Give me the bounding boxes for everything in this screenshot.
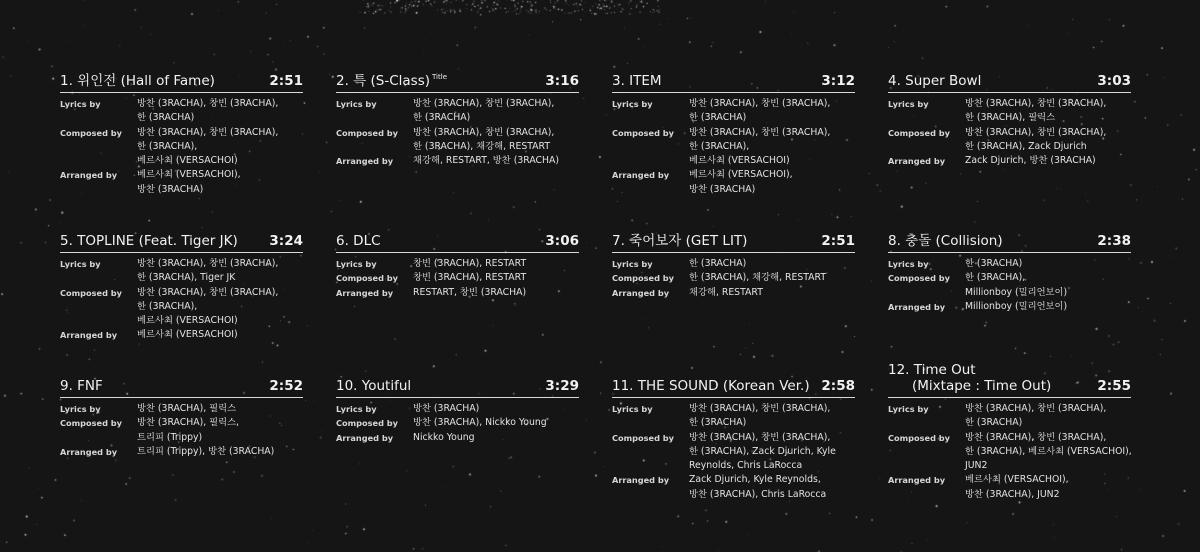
track-header xyxy=(612,375,855,398)
composer-credit-label: Composed by xyxy=(888,127,950,138)
arranger-credit-row xyxy=(888,300,1131,314)
lyrics-credit-names xyxy=(137,402,303,416)
track-header xyxy=(60,70,303,93)
composer-credit-label: Composed by xyxy=(60,287,122,298)
track-title-subline: (Mixtape : Time Out) xyxy=(912,378,1052,394)
composer-credit-names xyxy=(689,431,855,474)
track-credits xyxy=(336,257,579,300)
lyrics-credit-row xyxy=(60,257,303,286)
track-header xyxy=(336,230,579,253)
track-title xyxy=(336,69,447,89)
credit-line: 채강해, RESTART, 방찬 (3RACHA) xyxy=(413,155,559,167)
lyrics-credit-label: Lyrics by xyxy=(888,259,929,269)
credit-line: 한 (3RACHA), xyxy=(689,140,750,152)
credit-line: 베르사최 (VERSACHOI) xyxy=(137,329,238,341)
composer-credit-label: Composed by xyxy=(60,127,122,138)
track-header xyxy=(612,70,855,93)
credit-line: 방찬 (3RACHA), 창빈 (3RACHA), xyxy=(137,286,279,298)
composer-credit-label: Composed by xyxy=(336,273,398,284)
lyrics-credit-label: Lyrics by xyxy=(888,404,929,414)
composer-credit-label: Composed by xyxy=(612,432,674,443)
composer-credit-names xyxy=(137,416,303,445)
lyrics-credit-row xyxy=(60,97,303,126)
arranger-credit-label: Arranged by xyxy=(336,287,394,298)
credit-line: 베르사최 (VERSACHOI) xyxy=(137,155,238,167)
track-duration: 3:29 xyxy=(545,378,579,394)
track-duration: 2:55 xyxy=(1097,378,1131,394)
title-track-mark: Title xyxy=(432,73,448,81)
track-header xyxy=(888,70,1131,93)
credit-line: 베르사최 (VERSACHOI) xyxy=(137,315,238,327)
track-title-text: 6. DLC xyxy=(336,233,381,249)
arranger-credit-names xyxy=(137,445,303,459)
credit-line: 베르사최 (VERSACHOI), xyxy=(689,169,793,181)
credit-line: 방찬 (3RACHA), 창빈 (3RACHA), xyxy=(137,258,279,269)
credit-line: 한 (3RACHA) xyxy=(137,112,195,124)
arranger-credit-row xyxy=(888,154,1131,168)
track-credits xyxy=(888,97,1131,168)
lyrics-credit-label: Lyrics by xyxy=(60,404,101,414)
arranger-credit-names xyxy=(137,168,303,197)
composer-credit-row xyxy=(888,431,1131,474)
credit-line: Millionboy (밀리언보이) xyxy=(965,286,1068,298)
arranger-credit-label: Arranged by xyxy=(60,170,118,181)
arranger-credit-row xyxy=(336,154,579,168)
arranger-credit-label: Arranged by xyxy=(612,170,670,181)
composer-credit-names xyxy=(137,286,303,329)
track-header xyxy=(888,230,1131,253)
arranger-credit-names xyxy=(137,328,303,342)
credit-line: 방찬 (3RACHA), 창빈 (3RACHA), xyxy=(137,98,279,109)
credit-line: 방찬 (3RACHA), 창빈 (3RACHA), xyxy=(413,98,555,109)
composer-credit-names xyxy=(965,126,1131,155)
lyrics-credit-label: Lyrics by xyxy=(336,404,377,414)
lyrics-credit-names xyxy=(689,257,855,271)
track-credits xyxy=(336,402,579,445)
credit-line: Zack Djurich, 방찬 (3RACHA) xyxy=(965,155,1096,167)
credit-line: 방찬 (3RACHA), JUN2 xyxy=(965,488,1060,500)
credit-line: 한 (3RACHA), Zack Djurich, Kyle xyxy=(689,445,836,457)
credit-line: 한 (3RACHA), xyxy=(137,140,198,152)
lyrics-credit-names xyxy=(965,402,1131,431)
composer-credit-row xyxy=(888,271,1131,300)
credit-line: 방찬 (3RACHA) xyxy=(137,183,204,195)
arranger-credit-names xyxy=(413,431,579,445)
track-title xyxy=(60,73,215,89)
lyrics-credit-names xyxy=(965,257,1131,271)
track-title-text: 9. FNF xyxy=(60,378,103,394)
composer-credit-names xyxy=(413,271,579,285)
lyrics-credit-label: Lyrics by xyxy=(612,259,653,269)
track-block xyxy=(888,70,1131,168)
arranger-credit-names xyxy=(413,154,579,168)
track-title xyxy=(888,233,1003,249)
track-credits xyxy=(612,257,855,300)
arranger-credit-names xyxy=(689,168,855,197)
track-header xyxy=(60,230,303,253)
arranger-credit-row xyxy=(888,473,1131,502)
credit-line: 한 (3RACHA), 베르사최 (VERSACHOI), xyxy=(965,445,1132,457)
credit-line: Zack Djurich, Kyle Reynolds, xyxy=(689,474,821,486)
composer-credit-names xyxy=(413,416,579,430)
credit-line: 한 (3RACHA), Tiger JK xyxy=(137,272,236,284)
track-block xyxy=(612,375,855,502)
composer-credit-row xyxy=(60,126,303,169)
track-block xyxy=(612,230,855,300)
composer-credit-label: Composed by xyxy=(888,432,950,443)
arranger-credit-row xyxy=(336,431,579,445)
track-duration: 3:03 xyxy=(1097,73,1131,89)
composer-credit-row xyxy=(336,416,579,430)
track-duration: 2:51 xyxy=(269,73,303,89)
track-header xyxy=(336,375,579,398)
credit-line: 방찬 (3RACHA), 창빈 (3RACHA), xyxy=(689,403,831,414)
arranger-credit-label: Arranged by xyxy=(60,446,118,457)
lyrics-credit-names xyxy=(137,257,303,286)
credit-line: Nickko Young xyxy=(413,431,475,443)
track-title-text: 4. Super Bowl xyxy=(888,73,982,89)
lyrics-credit-row xyxy=(888,97,1131,126)
composer-credit-row xyxy=(336,126,579,155)
track-duration: 3:06 xyxy=(545,233,579,249)
arranger-credit-label: Arranged by xyxy=(612,287,670,298)
track-title-text: 7. 죽어보자 (GET LIT) xyxy=(612,233,748,249)
credit-line: RESTART, 창빈 (3RACHA) xyxy=(413,286,527,298)
credit-line: 방찬 (3RACHA), 창빈 (3RACHA), xyxy=(965,431,1107,443)
credit-line: 방찬 (3RACHA), 창빈 (3RACHA), xyxy=(689,431,831,443)
track-credits xyxy=(60,402,303,459)
composer-credit-row xyxy=(60,286,303,329)
track-credits xyxy=(888,402,1131,502)
credit-line: JUN2 xyxy=(965,460,988,472)
track-title-text: 8. 충돌 (Collision) xyxy=(888,233,1003,249)
credit-line: 방찬 (3RACHA), 창빈 (3RACHA), xyxy=(965,403,1107,414)
lyrics-credit-row xyxy=(888,402,1131,431)
arranger-credit-names xyxy=(689,473,855,502)
arranger-credit-label: Arranged by xyxy=(888,301,946,312)
credit-line: 한 (3RACHA), 필릭스 xyxy=(965,112,1056,124)
track-block xyxy=(888,359,1131,502)
track-title-text: 5. TOPLINE (Feat. Tiger JK) xyxy=(60,233,238,249)
composer-credit-label: Composed by xyxy=(888,273,950,284)
credit-line: 한 (3RACHA) xyxy=(965,258,1023,269)
track-header xyxy=(888,359,1131,398)
credit-line: 베르사최 (VERSACHOI), xyxy=(965,474,1069,486)
credit-line: 방찬 (3RACHA), 창빈 (3RACHA), xyxy=(137,126,279,138)
track-credits xyxy=(60,97,303,197)
lyrics-credit-label: Lyrics by xyxy=(612,404,653,414)
lyrics-credit-row xyxy=(612,97,855,126)
arranger-credit-row xyxy=(60,168,303,197)
track-credits xyxy=(336,97,579,168)
arranger-credit-row xyxy=(336,286,579,300)
lyrics-credit-names xyxy=(413,97,579,126)
arranger-credit-names xyxy=(413,286,579,300)
track-credits xyxy=(60,257,303,343)
credit-line: 한 (3RACHA), Zack Djurich xyxy=(965,140,1087,152)
track-credits xyxy=(612,402,855,502)
arranger-credit-label: Arranged by xyxy=(336,432,394,443)
composer-credit-label: Composed by xyxy=(336,418,398,429)
track-title xyxy=(336,378,411,394)
track-title-text: 10. Youtiful xyxy=(336,378,412,394)
track-block xyxy=(888,230,1131,314)
lyrics-credit-row xyxy=(336,257,579,271)
composer-credit-row xyxy=(612,431,855,474)
track-header xyxy=(336,70,579,93)
track-title-text: 11. THE SOUND (Korean Ver.) xyxy=(612,378,810,394)
lyrics-credit-names xyxy=(689,97,855,126)
track-title-text: 12. Time Out xyxy=(888,362,976,378)
arranger-credit-names xyxy=(689,286,855,300)
composer-credit-names xyxy=(965,431,1132,474)
credit-line: 한 (3RACHA) xyxy=(413,112,471,124)
arranger-credit-names xyxy=(965,300,1131,314)
composer-credit-names xyxy=(965,271,1131,300)
arranger-credit-label: Arranged by xyxy=(888,156,946,167)
credit-line: 방찬 (3RACHA), Nickko Young xyxy=(413,417,547,429)
composer-credit-names xyxy=(689,126,855,169)
lyrics-credit-row xyxy=(612,402,855,431)
track-duration: 2:52 xyxy=(269,378,303,394)
credit-line: 트리피 (Trippy), 방찬 (3RACHA) xyxy=(137,445,275,457)
track-duration: 3:16 xyxy=(545,73,579,89)
lyrics-credit-row xyxy=(336,97,579,126)
credit-line: 한 (3RACHA), 채강해, RESTART xyxy=(689,272,827,284)
composer-credit-row xyxy=(612,271,855,285)
lyrics-credit-label: Lyrics by xyxy=(336,99,377,109)
track-title-text: 1. 위인전 (Hall of Fame) xyxy=(60,73,215,89)
credit-line: 한 (3RACHA) xyxy=(965,417,1023,429)
composer-credit-names xyxy=(413,126,579,155)
lyrics-credit-names xyxy=(413,257,579,271)
credit-line: 방찬 (3RACHA), 필릭스 xyxy=(137,403,237,414)
credit-line: 한 (3RACHA), xyxy=(965,272,1026,284)
lyrics-credit-names xyxy=(689,402,855,431)
credit-line: Reynolds, Chris LaRocca xyxy=(689,460,803,472)
lyrics-credit-label: Lyrics by xyxy=(60,99,101,109)
credit-line: 베르사최 (VERSACHOI), xyxy=(137,169,241,181)
track-duration: 2:58 xyxy=(821,378,855,394)
track-duration: 3:24 xyxy=(269,233,303,249)
arranger-credit-row xyxy=(612,286,855,300)
credit-line: 방찬 (3RACHA) xyxy=(689,183,756,195)
track-title xyxy=(336,233,381,249)
track-title-text: 3. ITEM xyxy=(612,73,662,89)
track-duration: 2:38 xyxy=(1097,233,1131,249)
arranger-credit-label: Arranged by xyxy=(888,475,946,486)
credit-line: 방찬 (3RACHA), 창빈 (3RACHA), xyxy=(413,126,555,138)
credit-line: 방찬 (3RACHA), 창빈 (3RACHA), xyxy=(689,98,831,109)
credit-line: 한 (3RACHA), xyxy=(137,300,198,312)
credit-line: 채강해, RESTART xyxy=(689,286,763,298)
track-title xyxy=(60,378,103,394)
credit-line: 한 (3RACHA) xyxy=(689,417,747,429)
track-duration: 2:51 xyxy=(821,233,855,249)
composer-credit-label: Composed by xyxy=(612,127,674,138)
credit-line: 창빈 (3RACHA), RESTART xyxy=(413,272,527,284)
track-block xyxy=(336,375,579,445)
arranger-credit-label: Arranged by xyxy=(612,475,670,486)
track-title xyxy=(888,362,1051,394)
credit-line: 한 (3RACHA), 채강해, RESTART xyxy=(413,140,551,152)
track-title xyxy=(888,73,981,89)
credit-line: 트리피 (Trippy) xyxy=(137,431,203,443)
composer-credit-row xyxy=(336,271,579,285)
composer-credit-row xyxy=(612,126,855,169)
lyrics-credit-label: Lyrics by xyxy=(60,259,101,269)
composer-credit-label: Composed by xyxy=(612,273,674,284)
track-header xyxy=(60,375,303,398)
credit-line: 베르사최 (VERSACHOI) xyxy=(689,155,790,167)
credit-line: 방찬 (3RACHA), Chris LaRocca xyxy=(689,488,827,500)
credit-line: 방찬 (3RACHA), 창빈 (3RACHA), xyxy=(965,98,1107,109)
credit-line: 방찬 (3RACHA) xyxy=(413,403,480,414)
track-header xyxy=(612,230,855,253)
credit-line: 방찬 (3RACHA), 필릭스, xyxy=(137,417,240,429)
credit-line: 방찬 (3RACHA), 창빈 (3RACHA), xyxy=(689,126,831,138)
track-title-text: 2. 특 (S-Class) xyxy=(336,73,430,89)
arranger-credit-row xyxy=(612,168,855,197)
composer-credit-names xyxy=(689,271,855,285)
arranger-credit-row xyxy=(60,445,303,459)
arranger-credit-label: Arranged by xyxy=(336,156,394,167)
lyrics-credit-row xyxy=(612,257,855,271)
lyrics-credit-label: Lyrics by xyxy=(888,99,929,109)
lyrics-credit-names xyxy=(137,97,303,126)
track-block xyxy=(612,70,855,197)
track-credits xyxy=(888,257,1131,314)
arranger-credit-row xyxy=(60,328,303,342)
lyrics-credit-row xyxy=(888,257,1131,271)
arranger-credit-row xyxy=(612,473,855,502)
credit-line: 한 (3RACHA) xyxy=(689,112,747,124)
track-title xyxy=(612,73,662,89)
lyrics-credit-names xyxy=(965,97,1131,126)
credit-line: 한 (3RACHA) xyxy=(689,258,747,269)
track-block xyxy=(60,70,303,197)
track-block xyxy=(60,375,303,459)
composer-credit-names xyxy=(137,126,303,169)
arranger-credit-label: Arranged by xyxy=(60,330,118,341)
lyrics-credit-row xyxy=(60,402,303,416)
composer-credit-row xyxy=(60,416,303,445)
track-credits xyxy=(612,97,855,197)
track-title xyxy=(612,378,810,394)
lyrics-credit-label: Lyrics by xyxy=(336,259,377,269)
composer-credit-label: Composed by xyxy=(60,418,122,429)
track-block xyxy=(336,230,579,300)
arranger-credit-names xyxy=(965,473,1131,502)
composer-credit-label: Composed by xyxy=(336,127,398,138)
composer-credit-row xyxy=(888,126,1131,155)
track-title xyxy=(612,233,747,249)
credit-line: 방찬 (3RACHA), 창빈 (3RACHA), xyxy=(965,126,1107,138)
credit-line: 창빈 (3RACHA), RESTART xyxy=(413,258,527,269)
track-title xyxy=(60,233,238,249)
arranger-credit-names xyxy=(965,154,1131,168)
track-block xyxy=(60,230,303,343)
lyrics-credit-names xyxy=(413,402,579,416)
credit-line: Millionboy (밀리언보이) xyxy=(965,300,1068,312)
lyrics-credit-row xyxy=(336,402,579,416)
lyrics-credit-label: Lyrics by xyxy=(612,99,653,109)
track-block xyxy=(336,70,579,168)
track-duration: 3:12 xyxy=(821,73,855,89)
